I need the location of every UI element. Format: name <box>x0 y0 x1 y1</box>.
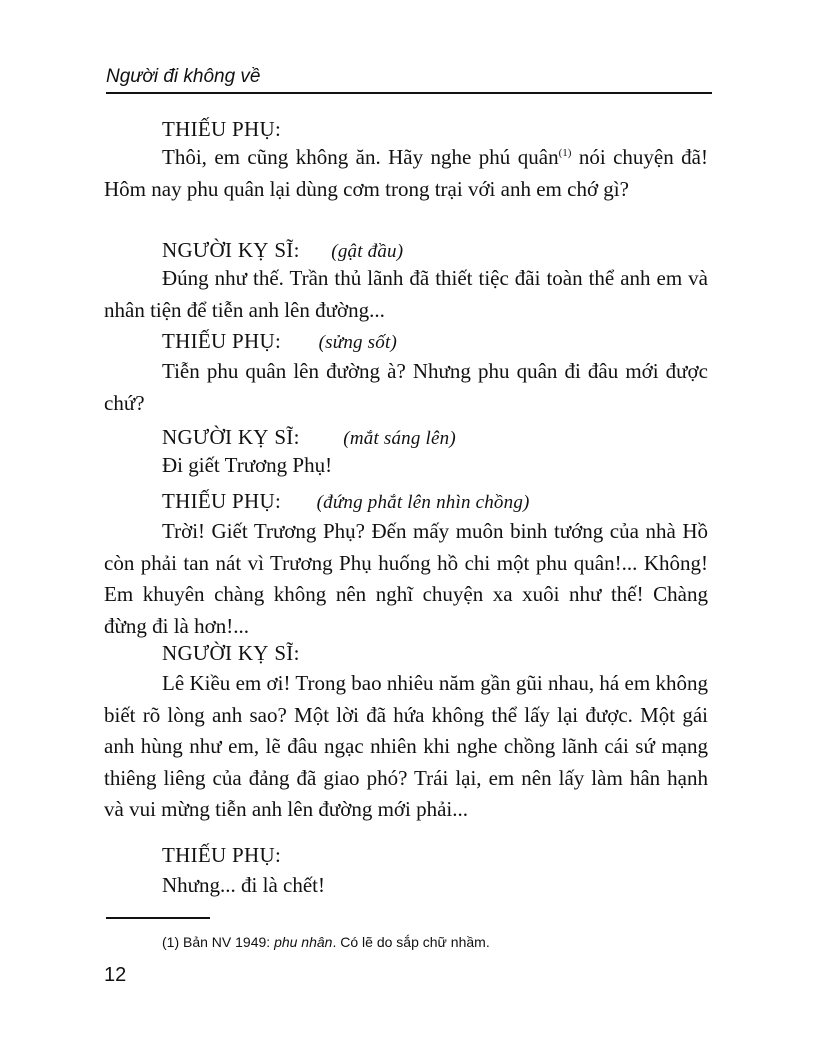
speaker-line <box>162 116 281 142</box>
page-number: 12 <box>104 964 127 986</box>
speaker-name: THIẾU PHỤ: <box>162 117 282 141</box>
dialogue-paragraph: Lê Kiều em ơi! Trong bao nhiêu năm gần gũi nhau, há em không biết rõ lòng anh sao? Một lời đã hứa không thể lấy lại được. Một gái anh hùng như em, lẽ đâu ngạc nhiên khi nghe chồng lãnh cái sứ mạng thiêng liêng của đảng đã giao phó? Trái lại, em nên lấy làm hân hạnh và vui mừng tiễn anh lên đường mới phải... <box>104 671 708 821</box>
stage-direction: (đứng phắt lên nhìn chồng) <box>316 492 530 513</box>
footnote-source: (1) Bản NV 1949: <box>162 934 275 950</box>
speaker-line <box>162 237 403 265</box>
speaker-name: NGƯỜI KỴ SĨ: <box>162 641 300 665</box>
speaker-line <box>162 328 397 356</box>
speaker-name: THIẾU PHỤ: <box>162 489 282 513</box>
speaker-name: THIẾU PHỤ: <box>162 329 282 353</box>
speaker-name: THIẾU PHỤ: <box>162 843 282 867</box>
speaker-name: NGƯỜI KỴ SĨ: <box>162 425 300 449</box>
footnote-term: phu nhân <box>274 934 333 950</box>
dialogue-text: Thôi, em cũng không ăn. Hãy nghe phú quân <box>162 145 559 169</box>
dialogue-paragraph: Đúng như thế. Trần thủ lãnh đã thiết tiệc đãi toàn thể anh em và nhân tiện để tiễn anh lên đường... <box>104 266 708 322</box>
speaker-line <box>162 488 530 516</box>
footnote-marker: (1) <box>558 147 572 159</box>
dialogue-paragraph: Trời! Giết Trương Phụ? Đến mấy muôn binh tướng của nhà Hồ còn phải tan nát vì Trương Phụ huống hồ chi một phu quân!... Không! Em khuyên chàng không nên nghĩ chuyện xa xuôi như thế! Chàng đừng đi là hơn!... <box>104 519 708 638</box>
footnote-rule <box>106 917 210 919</box>
speaker-name: NGƯỜI KỴ SĨ: <box>162 238 300 262</box>
dialogue-text: nói chuyện đã! Hôm nay phu quân lại dùng cơm trong trại với anh em chớ gì? <box>104 145 709 201</box>
dialogue-paragraph: Nhưng... đi là chết! <box>162 873 326 897</box>
stage-direction: (gật đầu) <box>331 241 404 262</box>
dialogue-paragraph <box>104 142 708 205</box>
speaker-line <box>162 640 300 666</box>
footnote-note: . Có lẽ do sắp chữ nhầm. <box>332 934 490 950</box>
dialogue-paragraph: Tiễn phu quân lên đường à? Nhưng phu quân đi đâu mới được chứ? <box>104 359 708 415</box>
stage-direction: (mắt sáng lên) <box>343 428 456 449</box>
speaker-line <box>162 424 456 452</box>
footnote <box>162 932 490 952</box>
running-header: Người đi không về <box>106 64 712 94</box>
dialogue-paragraph: Đi giết Trương Phụ! <box>162 453 333 477</box>
stage-direction: (sửng sốt) <box>318 332 397 353</box>
speaker-line <box>162 842 281 868</box>
